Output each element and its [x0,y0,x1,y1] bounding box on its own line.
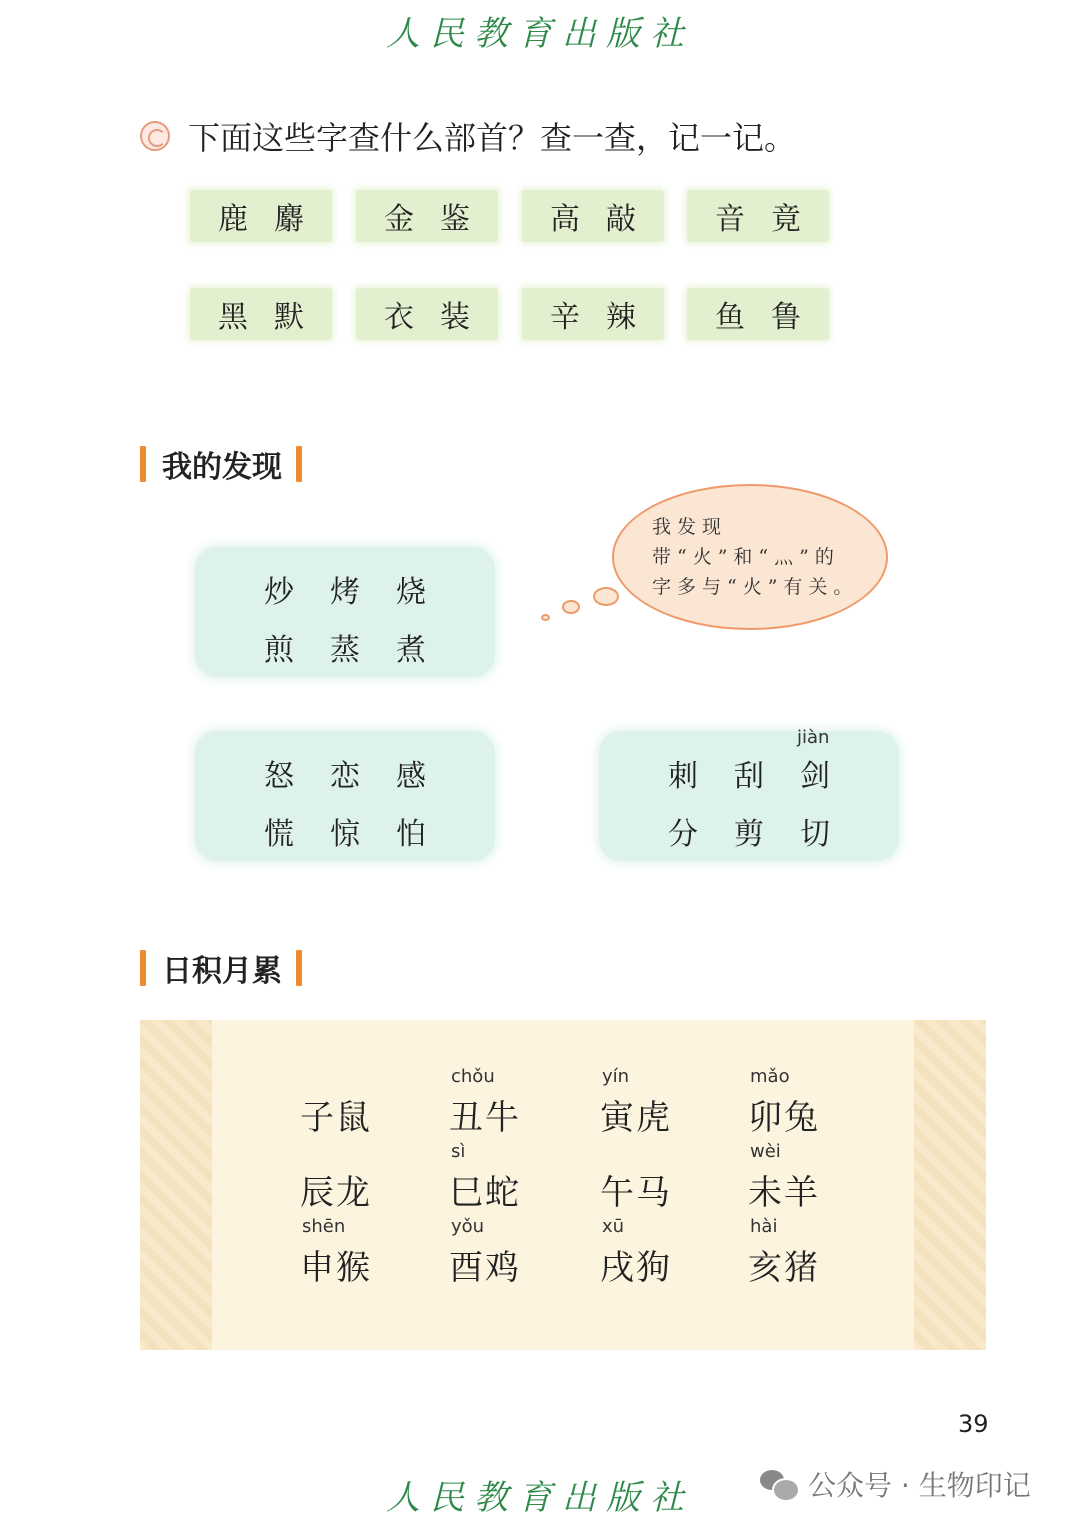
radical-tile: 鹿麝 [190,190,332,242]
zodiac-word: 辰龙 [300,1173,372,1213]
bubble-dot [541,614,550,621]
char: 烤 [330,575,360,610]
zodiac-word: 午马 [600,1173,672,1213]
zodiac-word: 戌狗 [600,1248,672,1288]
zodiac-word: 未羊 [748,1173,820,1213]
zodiac-word: 丑牛 [449,1098,521,1138]
radical-tile: 衣装 [356,288,498,340]
char: 炒 [264,575,294,610]
char-row [195,751,495,795]
pinyin-jian: jiàn [797,727,830,748]
section-bar [296,446,302,482]
zodiac-pinyin [600,1141,710,1165]
char: 怒 [264,759,294,794]
char: 恋 [330,759,360,794]
section-title-accumulation [140,948,302,988]
knife-char-box [599,727,899,861]
section-bar [296,950,302,986]
zodiac-pinyin: wèi [750,1141,781,1162]
zodiac-pinyin: yín [602,1066,630,1087]
swirl-icon [140,121,170,151]
radical-tile: 辛辣 [522,288,664,340]
char: 烧 [396,575,426,610]
zodiac-word: 巳蛇 [449,1173,521,1213]
zodiac-item [449,1066,559,1139]
instruction [140,112,796,160]
zodiac-pinyin [300,1066,410,1090]
zodiac-pinyin: mǎo [750,1066,790,1087]
zodiac-item [300,1066,410,1139]
radical-tile: 鱼鲁 [687,288,829,340]
char: 惊 [330,817,360,852]
radical-tile: 黑默 [190,288,332,340]
zodiac-pinyin: hài [750,1216,778,1237]
zodiac-word: 子鼠 [300,1098,372,1138]
section-label: 我的发现 [162,450,282,485]
char: 剑 [800,759,830,794]
zodiac-panel [140,1020,986,1350]
zodiac-word: 亥猪 [748,1248,820,1288]
zodiac-item [748,1141,858,1214]
zodiac-item [600,1216,710,1289]
page-number: 39 [958,1410,989,1438]
zodiac-word: 卯兔 [748,1098,820,1138]
wechat-icon [760,1468,798,1500]
instruction-text: 下面这些字查什么部首？查一查，记一记。 [188,119,797,157]
char: 蒸 [330,633,360,668]
zodiac-item [449,1216,559,1289]
bubble-dot [593,587,619,606]
heart-char-box [195,731,495,861]
char-row [195,809,495,853]
zodiac-word: 寅虎 [600,1098,672,1138]
publisher-header: 人民教育出版社 [386,14,694,54]
zodiac-item [449,1141,559,1214]
char: 煮 [396,633,426,668]
bubble-text: 我发现带“火”和“灬”的字多与“火”有关。 [652,516,859,598]
char: 切 [800,817,830,852]
zodiac-pinyin [300,1141,410,1165]
section-bar [140,446,146,482]
zodiac-item [748,1066,858,1139]
char-row [195,567,495,611]
panel-ornament [914,1020,986,1350]
watermark-text: 公众号 · 生物印记 [808,1469,1031,1502]
zodiac-pinyin: yǒu [451,1216,485,1237]
char: 分 [668,817,698,852]
char: 煎 [264,633,294,668]
char: 慌 [264,817,294,852]
zodiac-item [300,1216,410,1289]
watermark [760,1464,1031,1504]
char-row [599,751,899,795]
radical-tile: 高敲 [522,190,664,242]
publisher-footer: 人民教育出版社 [386,1478,694,1518]
zodiac-word: 申猴 [300,1248,372,1288]
zodiac-item [600,1066,710,1139]
zodiac-pinyin: chǒu [451,1066,495,1087]
char: 感 [396,759,426,794]
zodiac-pinyin: sì [451,1141,466,1162]
char: 刮 [734,759,764,794]
char: 刺 [668,759,698,794]
section-title-discovery [140,444,302,484]
char: 怕 [396,817,426,852]
section-label: 日积月累 [162,954,282,989]
zodiac-pinyin: shēn [302,1216,346,1237]
fire-char-box [195,547,495,677]
zodiac-item [600,1141,710,1214]
zodiac-pinyin: xū [602,1216,625,1237]
bubble-dot [562,600,580,614]
radical-tile: 音竟 [687,190,829,242]
zodiac-word: 酉鸡 [449,1248,521,1288]
radical-tile: 金鉴 [356,190,498,242]
zodiac-item [748,1216,858,1289]
char: 剪 [734,817,764,852]
zodiac-item [300,1141,410,1214]
char-row [195,625,495,669]
section-bar [140,950,146,986]
char-row [599,809,899,853]
panel-ornament [140,1020,212,1350]
